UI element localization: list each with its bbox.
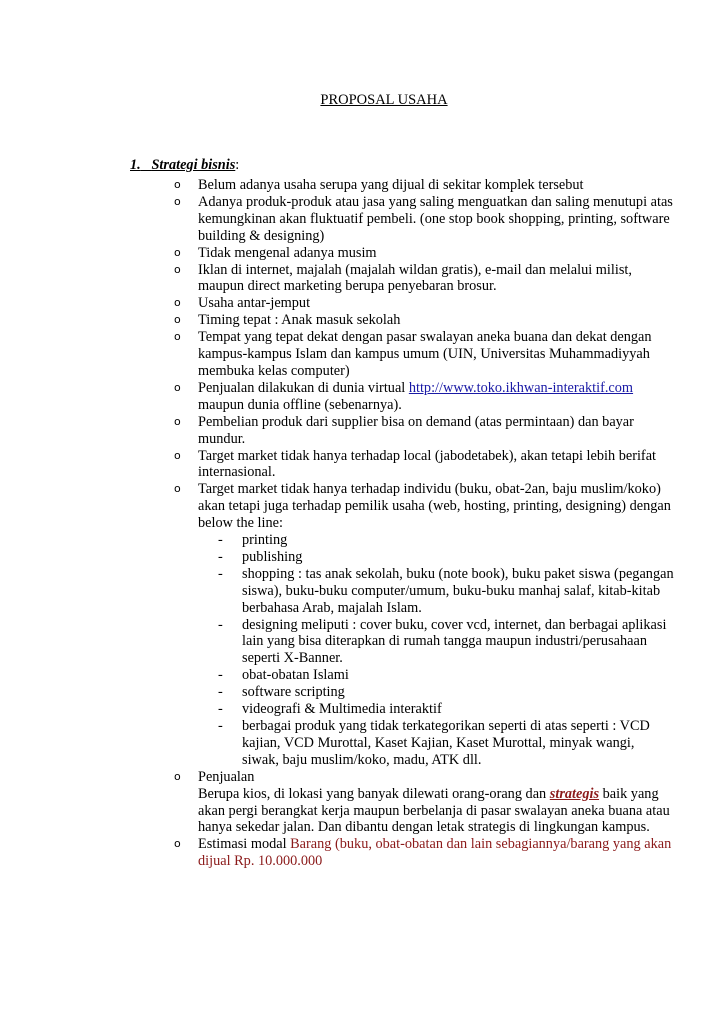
- list-item: o Adanya produk-produk atau jasa yang saling menguatkan dan saling menutupi atas kemungkinan akan fluktuatif pembeli. (one stop book shopping, printing, software building & designing): [174, 193, 673, 244]
- sub-list-item: - obat-obatan Islami: [218, 667, 349, 684]
- bullet-icon: o: [174, 380, 181, 394]
- sub-list-item: - software scripting: [218, 684, 345, 701]
- below-the-line-list: [198, 532, 674, 769]
- document-title: PROPOSAL USAHA: [320, 92, 448, 108]
- dash-marker: -: [218, 701, 223, 718]
- bullet-icon: o: [174, 296, 181, 310]
- dash-marker: -: [218, 565, 223, 582]
- modal-value: Barang (buku, obat-obatan dan lain sebagiannya/barang yang akan dijual Rp. 10.000.000: [198, 836, 672, 870]
- list-item: o Timing tepat : Anak masuk sekolah: [174, 312, 401, 329]
- penjualan-label: Penjualan: [198, 768, 255, 785]
- bullet-icon: o: [174, 414, 181, 428]
- list-item: o Pembelian produk dari supplier bisa on demand (atas permintaan) dan bayar mundur.: [174, 413, 634, 447]
- modal-label: Estimasi modal: [198, 836, 291, 853]
- sub-list-item: - printing: [218, 532, 288, 549]
- strategis-emphasis: strategis: [549, 785, 600, 802]
- sub-list-item: - designing meliputi : cover buku, cover vcd, internet, dan berbagai aplikasi lain yang bisa diterapkan di rumah tangga maupun industri/perusahaan seperti X-Banner.: [218, 616, 667, 667]
- dash-marker: -: [218, 616, 223, 633]
- list-item-penjualan: o Penjualan Berupa kios, di lokasi yang banyak dilewati orang-orang dan strategis baik yang akan pergi berangkat kerja maupun berbelanja di pasar swalayan aneka buana atau hanya sekedar jalan. Dan dibantu dengan letak strategis di lingkungan kampus.: [174, 768, 670, 836]
- dash-marker: -: [218, 684, 223, 701]
- list-item: o Belum adanya usaha serupa yang dijual di sekitar komplek tersebut: [174, 177, 584, 193]
- bullet-icon: o: [174, 194, 181, 208]
- bullet-icon: o: [174, 482, 181, 496]
- bullet-icon: o: [174, 262, 181, 276]
- list-item: o Tidak mengenal adanya musim: [174, 244, 377, 261]
- sub-list-item: - videografi & Multimedia interaktif: [218, 701, 442, 718]
- bullet-icon: o: [174, 245, 181, 259]
- sub-list-item: - publishing: [218, 548, 303, 565]
- store-link[interactable]: http://www.toko.ikhwan-interaktif.com: [408, 379, 634, 396]
- dash-marker: -: [218, 667, 223, 684]
- list-item-target-market: o Target market tidak hanya terhadap individu (buku, obat-2an, baju muslim/koko) akan tetapi juga terhadap pemilik usaha (web, hosting, printing, designing) dengan below the line: - printing - publishing - shopping : tas anak sekolah, buku (note book), buku paket siswa (pegangan siswa), buku-buku computer/umum, buku-buku manhaj salaf, kitab-kitab berbahasa Arab, majalah Islam. - designing meliputi : cover buku, cover vcd, internet, dan berbagai aplikasi lain yang bisa diterapkan di rumah tangga maupun industri/perusahaan seperti X-Banner. - obat-obatan Islami - software scripting - videografi & Multimedia interaktif - berbagai produk yang tidak terkategorikan seperti di atas seperti : VCD kajian, VCD Murottal, Kaset Kajian, Kaset Murottal, minyak wangi, siwak, baju muslim/koko, madu, ATK dll.: [174, 481, 674, 768]
- dash-marker: -: [218, 532, 223, 549]
- bullet-icon: o: [174, 769, 181, 783]
- section-heading: [130, 157, 239, 174]
- dash-marker: -: [218, 548, 223, 565]
- list-item: o Tempat yang tepat dekat dengan pasar swalayan aneka buana dan dekat dengan kampus-kampus Islam dan kampus umum (UIN, Universitas Muhammadiyyah membuka kelas computer): [174, 329, 652, 379]
- sub-list-item: - berbagai produk yang tidak terkategorikan seperti di atas seperti : VCD kajian, VCD Murottal, Kaset Kajian, Kaset Murottal, minyak wangi, siwak, baju muslim/koko, madu, ATK dll.: [218, 718, 650, 768]
- list-item-online-sales: o Penjualan dilakukan di dunia virtual http://www.toko.ikhwan-interaktif.com maupun dunia offline (sebenarnya).: [174, 379, 634, 413]
- dash-marker: -: [218, 718, 223, 734]
- section-heading-label: 1. Strategi bisnis: [130, 157, 236, 173]
- bullet-icon: o: [174, 178, 181, 191]
- bullet-icon: o: [174, 837, 181, 851]
- list-item: o Iklan di internet, majalah (majalah wildan gratis), e-mail dan melalui milist, maupun direct marketing berupa penyebaran brosur.: [174, 261, 632, 295]
- list-item: o Usaha antar-jemput: [174, 295, 311, 312]
- bullet-icon: o: [174, 313, 181, 327]
- list-item: o Target market tidak hanya terhadap local (jabodetabek), akan tetapi lebih berifat internasional.: [174, 447, 657, 481]
- bullet-icon: o: [174, 330, 181, 344]
- section-heading-colon: :: [235, 157, 240, 173]
- list-item-modal: [174, 836, 674, 870]
- strategy-list: [174, 177, 674, 870]
- bullet-icon: o: [174, 448, 181, 462]
- sub-list-item: - shopping : tas anak sekolah, buku (note book), buku paket siswa (pegangan siswa), buku-buku computer/umum, buku-buku manhaj salaf, kitab-kitab berbahasa Arab, majalah Islam.: [218, 565, 674, 616]
